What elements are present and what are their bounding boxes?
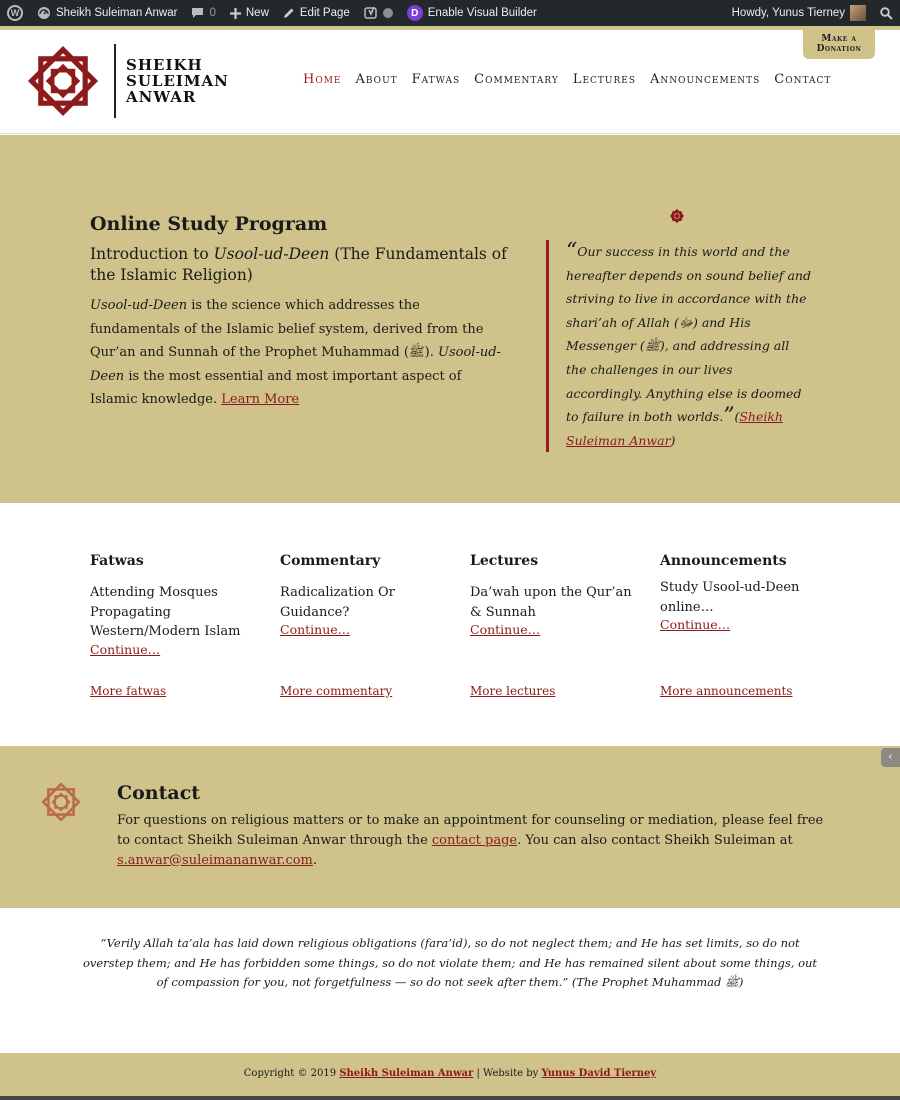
chevron-left-icon: ‹ — [888, 750, 893, 763]
star-logo-icon — [40, 781, 82, 823]
wordpress-menu[interactable] — [0, 0, 30, 26]
column-item-title: Da’wah upon the Qur’an & Sunnah — [470, 585, 632, 620]
footer-separator: | Website by — [473, 1068, 542, 1079]
edit-page-label: Edit Page — [299, 7, 350, 19]
search-icon — [880, 7, 893, 20]
donate-button[interactable] — [803, 30, 875, 59]
desc-italic-1: Usool-ud-Deen — [90, 298, 188, 313]
nav-home[interactable]: Home — [303, 72, 342, 87]
logo-divider — [114, 44, 116, 118]
nav-fatwas[interactable]: Fatwas — [411, 72, 461, 87]
nav-announcements[interactable]: Announcements — [650, 72, 761, 87]
quote-open-mark: “ — [566, 239, 578, 264]
admin-search[interactable] — [873, 0, 900, 26]
donate-label-2: Donation — [816, 44, 862, 54]
column-heading: Fatwas — [90, 553, 144, 569]
column-heading: Announcements — [660, 553, 787, 569]
brand-line-1: SHEIKH — [126, 56, 203, 74]
quote-text — [566, 240, 811, 452]
contact-text-3: . — [312, 852, 318, 868]
comments-count: 0 — [209, 7, 216, 19]
desc-italic-2: Usool-ud-Deen — [90, 345, 501, 384]
continue-link[interactable]: Continue… — [470, 622, 541, 637]
site-logo[interactable] — [26, 44, 229, 118]
subtitle-suffix: (The Fundamentals of the Islamic Religion) — [90, 245, 507, 284]
contact-title: Contact — [117, 782, 201, 804]
more-announcements-link[interactable]: More announcements — [660, 684, 793, 698]
more-fatwas-link[interactable]: More fatwas — [90, 684, 167, 698]
visual-builder-link[interactable] — [400, 0, 544, 26]
site-header — [0, 30, 900, 134]
new-menu[interactable] — [223, 0, 276, 26]
quote-body: Our success in this world and the hereafter depends on sound belief and striving to live in accordance with the shari’ah of Allah (ﷻ) and His Messenger (ﷺ), and addressing all the challenges in our lives accordingly. Anything else is doomed to failure in both worlds. — [566, 244, 811, 425]
pencil-icon — [283, 7, 295, 19]
edit-page-link[interactable] — [276, 0, 357, 26]
column-item-title: Radicalization Or Guidance? — [280, 585, 395, 620]
desc-text-2: is the most essential and most important aspect of Islamic knowledge. — [90, 368, 462, 407]
latest-posts-section — [0, 503, 900, 746]
brand-line-2: SULEIMAN — [126, 72, 229, 90]
side-panel-toggle[interactable] — [881, 748, 900, 767]
nav-contact[interactable]: Contact — [774, 72, 832, 87]
email-link[interactable]: s.anwar@suleimananwar.com — [117, 852, 313, 868]
column-item-title: Attending Mosques Propagating Western/Modern Islam — [90, 585, 241, 639]
nav-commentary[interactable]: Commentary — [474, 72, 559, 87]
main-nav — [303, 72, 831, 87]
brand-name — [126, 57, 229, 105]
study-program-title: Online Study Program — [90, 213, 328, 235]
subtitle-italic: Usool-ud-Deen — [213, 245, 330, 263]
more-commentary-link[interactable]: More commentary — [280, 684, 393, 698]
comment-icon — [191, 7, 204, 19]
plus-icon — [230, 8, 241, 19]
owner-link[interactable]: Sheikh Suleiman Anwar — [339, 1068, 474, 1079]
learn-more-link[interactable]: Learn More — [221, 392, 300, 407]
admin-bar — [0, 0, 900, 26]
new-label: New — [245, 7, 269, 19]
nav-about[interactable]: About — [355, 72, 398, 87]
site-name-link[interactable] — [30, 0, 184, 26]
yoast-menu[interactable] — [357, 0, 400, 26]
nav-lectures[interactable]: Lectures — [572, 72, 637, 87]
contact-text — [117, 811, 827, 870]
fatwas-column — [90, 553, 255, 698]
attribution-close: ) — [670, 432, 676, 448]
dashboard-icon — [37, 6, 51, 20]
greeting-label: Howdy, Yunus Tierney — [731, 7, 845, 19]
contact-page-link[interactable]: contact page — [431, 832, 518, 848]
contact-text-1: For questions on religious matters or to make an appointment for counseling or mediation, please feel free to contact Sheikh Suleiman Anwar through the — [117, 813, 824, 848]
visual-builder-label: Enable Visual Builder — [427, 7, 537, 19]
continue-link[interactable]: Continue… — [660, 617, 731, 632]
study-program-block — [90, 213, 510, 412]
contact-text-2: . You can also contact Sheikh Suleiman at — [517, 832, 793, 848]
copyright-text: Copyright © 2019 — [243, 1068, 340, 1079]
commentary-column — [280, 553, 445, 698]
account-menu[interactable] — [725, 0, 873, 26]
study-program-description — [90, 294, 510, 412]
column-heading: Lectures — [470, 553, 539, 569]
hadith-text: “Verily Allah ta’ala has laid down religious obligations (fara’id), so do not neglect them; and He has set limits, so do not overstep them; and He has forbidden some things, so do not violate them; and He has remained silent about some things, out of compassion for you, not forgetfulness — so do not seek after them.” (The Prophet Muhammad ﷺ) — [82, 936, 818, 989]
footer-text — [0, 1053, 900, 1079]
wordpress-icon: W — [7, 5, 23, 21]
avatar — [850, 5, 866, 21]
seo-status-dot — [383, 8, 393, 18]
star-logo-icon — [26, 44, 100, 118]
quote-attribution-link[interactable]: Sheikh Suleiman Anwar — [566, 409, 783, 448]
lectures-column — [470, 553, 635, 698]
more-lectures-link[interactable]: More lectures — [470, 684, 556, 698]
divi-icon: D — [407, 5, 423, 21]
column-item-title: Study Usool-ud-Deen online… — [660, 580, 800, 615]
subtitle-prefix: Introduction to — [90, 245, 214, 263]
donate-label-1: Make a — [821, 34, 857, 44]
desc-text-1: is the science which addresses the fundamentals of the Islamic belief system, derived from the Qur’an and Sunnah of the Prophet Muhammad (ﷺ). — [90, 298, 484, 360]
attribution-open: ( — [734, 409, 740, 425]
yoast-icon — [364, 6, 378, 20]
hadith-section — [0, 908, 900, 1053]
footer-bottom-bar — [0, 1096, 900, 1100]
study-program-subtitle — [90, 244, 510, 286]
sheikh-quote — [546, 240, 811, 452]
developer-link[interactable]: Yunus David Tierney — [541, 1068, 657, 1079]
flower-icon — [670, 209, 684, 223]
announcements-column — [660, 553, 825, 698]
site-footer — [0, 1053, 900, 1100]
contact-content — [117, 782, 827, 870]
continue-link[interactable]: Continue… — [280, 622, 351, 637]
hero-section — [0, 135, 900, 503]
comments-link[interactable] — [184, 0, 222, 26]
continue-link[interactable]: Continue… — [90, 641, 161, 657]
brand-line-3: ANWAR — [126, 88, 197, 106]
column-heading: Commentary — [280, 553, 381, 569]
site-name-label: Sheikh Suleiman Anwar — [56, 7, 178, 19]
contact-section — [0, 746, 900, 908]
quote-close-mark: ” — [723, 404, 735, 430]
